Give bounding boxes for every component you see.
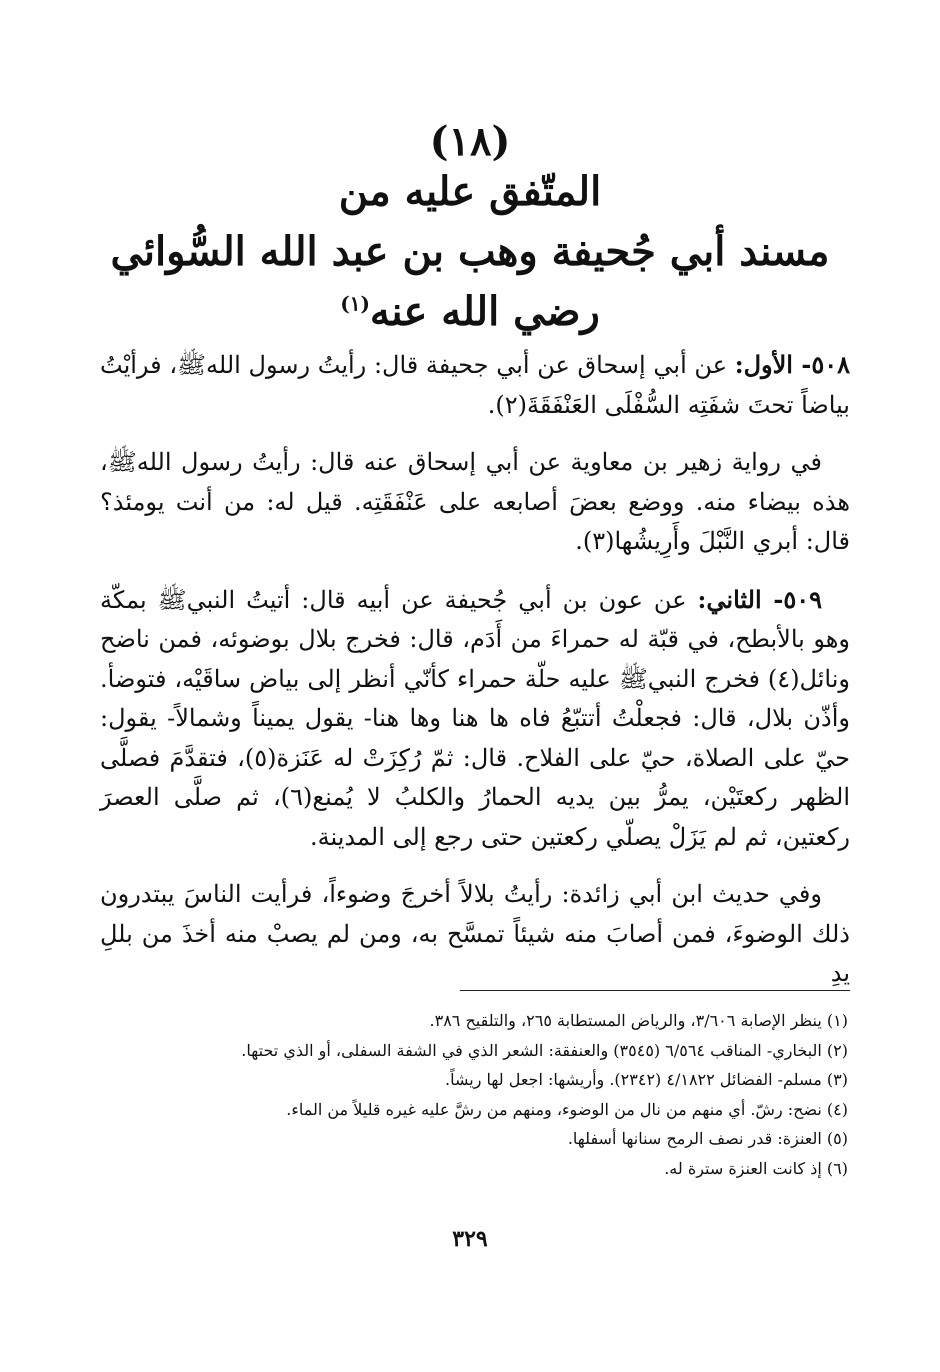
paragraph-text: في رواية زهير بن معاوية عن أبي إسحاق عنه قال: رأيتُ رسول اللهﷺ، هذه بيضاء منه. ووضع بعضَ أصابعه على عَنْفَقَتِه. قيل له: من أنت يومئذ؟ قال: أبري النَّبْلَ وأَرِيشُها(٣). bbox=[100, 448, 850, 555]
title-line-1: المتّفق عليه من bbox=[338, 168, 602, 215]
paragraph-text: وفي حديث ابن أبي زائدة: رأيتُ بلالاً أخرجَ وضوءاً، فرأيت الناسَ يبتدرون ذلك الوضوءَ، فمن أصابَ منه شيئاً تمسَّح به، ومن لم يصبْ منه أخذَ من بللِ يدِ bbox=[100, 880, 850, 987]
page-number: ٣٢٩ bbox=[452, 1226, 488, 1252]
footnote-6: (٦) إذ كانت العنزة سترة له. bbox=[664, 1158, 848, 1178]
paragraph-zuhair-narration bbox=[100, 443, 850, 562]
chapter-number: (١٨) bbox=[429, 118, 511, 165]
paragraph-509 bbox=[100, 580, 850, 858]
footnote-1: (١) ينظر الإصابة ٣/٦٠٦، والرياض المستطابة ٢٦٥، والتلقيح ٣٨٦. bbox=[429, 1011, 848, 1030]
footnotes bbox=[68, 1006, 848, 1183]
footnote-3: (٣) مسلم- الفضائل ٤/١٨٢٢ (٢٣٤٢). وأريشها: اجعل لها ريشاً. bbox=[445, 1070, 848, 1089]
title-footnote-ref: (١) bbox=[340, 291, 370, 316]
hadith-number: ٥٠٨- الأول: bbox=[734, 350, 851, 379]
footnote-5: (٥) العنزة: قدر نصف الرمح سنانها أسفلها. bbox=[567, 1129, 848, 1148]
hadith-number: ٥٠٩- الثاني: bbox=[697, 584, 822, 614]
paragraph-text: عن عون بن أبي جُحيفة عن أبيه قال: أتيتُ النبيﷺ بمكّة وهو بالأبطح، في قبّة له حمراءَ من أَدَم، قال: فخرج بلال بوضوئه، فمن ناضح ونائل(٤) فخرج النبيﷺ عليه حلّة حمراء كأنّي أنظر إلى بياض ساقَيْه، فتوضأ. وأذّن بلال، قال: فجعلْتُ أتتبّعُ فاه ها هنا وها هنا- يقول يميناً وشمالاً- يقول: حيّ على الصلاة، حيّ على الفلاح. قال: ثمّ رُكِزَتْ له عَنَزة(٥)، فتقدَّمَ فصلَّى الظهر ركعتَيْن، يمرُّ بين يديه الحمارُ والكلبُ لا يُمنع(٦)، ثم صلَّى العصرَ ركعتين، ثم لم يَزَلْ يصلّي ركعتين حتى رجع إلى المدينة. bbox=[100, 585, 851, 851]
paragraph-508 bbox=[100, 345, 850, 425]
title-line-3 bbox=[0, 288, 940, 335]
title-line-3-text: رضي الله عنه bbox=[369, 288, 600, 335]
footnote-separator bbox=[460, 990, 850, 991]
main-text bbox=[100, 345, 850, 1012]
footnote-4: (٤) نضح: رشّ. أي منهم من نال من الوضوء، ومنهم من رشَّ عليه غيره قليلاً من الماء. bbox=[286, 1099, 848, 1119]
paragraph-ibn-abi-zaida bbox=[100, 875, 850, 994]
title-line-2: مسند أبي جُحيفة وهب بن عبد الله السُّوائي bbox=[110, 228, 830, 275]
paragraph-text: عن أبي إسحاق عن أبي جحيفة قال: رأيتُ رسول اللهﷺ، فرأيْتُ بياضاً تحتَ شفَتِه السُّفْلَى العَنْفَقَةَ(٢). bbox=[100, 351, 850, 419]
footnote-2: (٢) البخاري- المناقب ٦/٥٦٤ (٣٥٤٥) والعنفقة: الشعر الذي في الشفة السفلى، أو الذي تحتها. bbox=[241, 1040, 848, 1060]
